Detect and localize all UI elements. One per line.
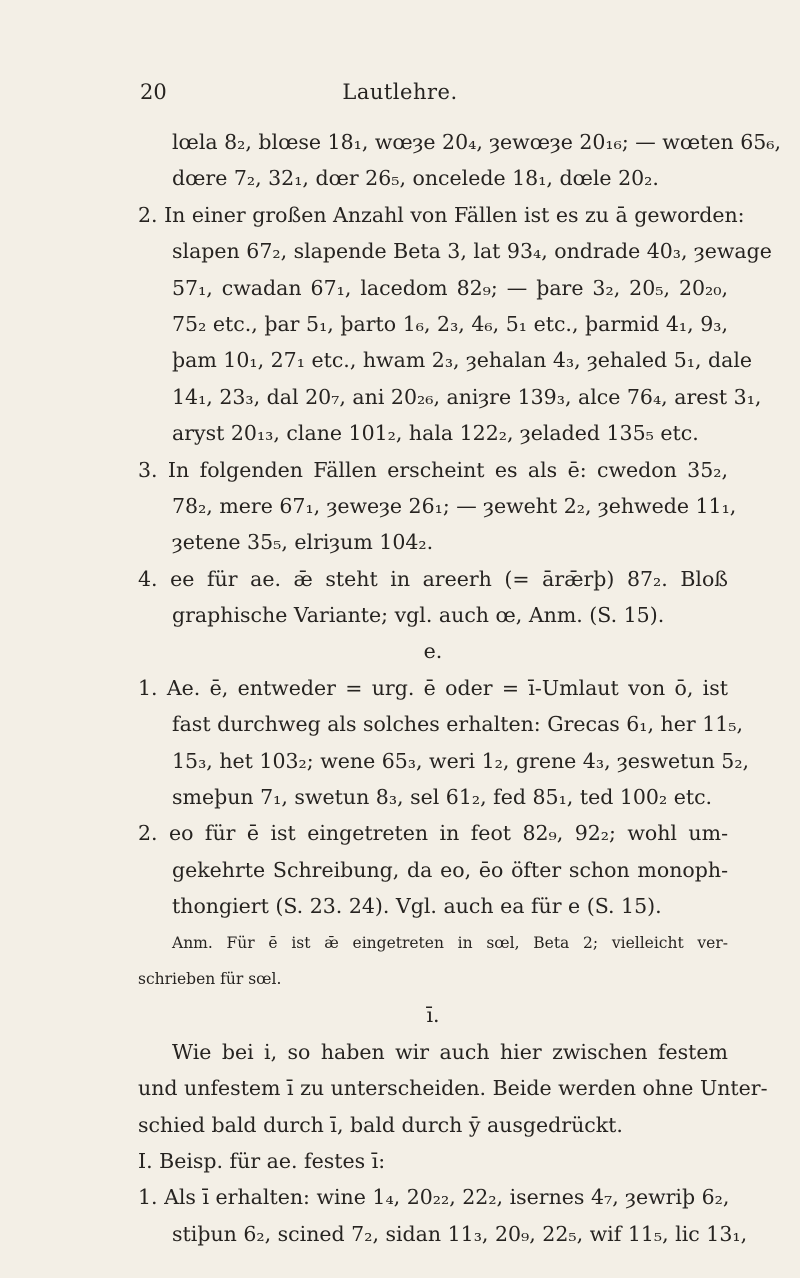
text-line: I. Beisp. für ae. festes ī: bbox=[138, 1148, 386, 1173]
text-line: 78₂, mere 67₁, ȝeweȝe 26₁; — ȝeweht 2₂, ȝehwede 11₁, bbox=[172, 493, 737, 518]
text-line: Wie bei i, so haben wir auch hier zwischen festem bbox=[172, 1039, 728, 1064]
text-line: 57₁, cwadan 67₁, lacedom 82₉; — þare 3₂, 20₅, 20₂₀, bbox=[172, 275, 728, 300]
text-line: gekehrte Schreibung, da eo, ēo öfter schon monoph- bbox=[172, 857, 728, 882]
text-line: fast durchweg als solches erhalten: Grecas 6₁, her 11₅, bbox=[172, 712, 744, 737]
text-line: 14₁, 23₃, dal 20₇, ani 20₂₆, aniȝre 139₃, alce 76₄, arest 3₁, bbox=[172, 384, 762, 409]
text-line: schied bald durch ī, bald durch ȳ ausgedrückt. bbox=[138, 1112, 623, 1137]
text-line: stiþun 6₂, scined 7₂, sidan 11₃, 20₉, 22₅, wif 11₅, lic 13₁, bbox=[172, 1221, 748, 1246]
text-line: dœre 7₂, 32₁, dœr 26₅, oncelede 18₁, dœle 20₂. bbox=[172, 166, 659, 191]
text-line: thongiert (S. 23. 24). Vgl. auch ea für e (S. 15). bbox=[172, 894, 662, 919]
text-line: þam 10₁, 27₁ etc., hwam 2₃, ȝehalan 4₃, ȝehaled 5₁, dale bbox=[172, 348, 753, 373]
text-line: 3. In folgenden Fällen erscheint es als ē: cwedon 35₂, bbox=[138, 457, 728, 482]
text-line: smeþun 7₁, swetun 8₃, sel 61₂, fed 85₁, ted 100₂ etc. bbox=[172, 785, 713, 810]
page-number: 20 bbox=[140, 80, 167, 104]
text-line: 15₃, het 103₂; wene 65₃, weri 1₂, grene 4₃, ȝeswetun 5₂, bbox=[172, 748, 750, 773]
text-line: 2. eo für ē ist eingetreten in feot 82₉, 92₂; wohl um- bbox=[138, 821, 728, 846]
text-line: 75₂ etc., þar 5₁, þarto 1₆, 2₃, 4₆, 5₁ etc., þarmid 4₁, 9₃, bbox=[172, 311, 728, 336]
section-heading: e. bbox=[423, 639, 443, 664]
text-line: aryst 20₁₃, clane 101₂, hala 122₂, ȝeladed 135₅ etc. bbox=[172, 421, 699, 446]
note-line: Anm. Für ē ist ǣ eingetreten in sœl, Beta 2; vielleicht ver- bbox=[172, 933, 728, 952]
page-header bbox=[0, 80, 800, 110]
text-line: 1. Ae. ē, entweder = urg. ē oder = ī-Umlaut von ō, ist bbox=[138, 675, 728, 700]
text-line: lœla 8₂, blœse 18₁, wœȝe 20₄, ȝewœȝe 20₁₆; — wœten 65₆, bbox=[172, 130, 782, 154]
text-line: 2. In einer großen Anzahl von Fällen ist es zu ā geworden: bbox=[138, 202, 745, 227]
section-heading: ī. bbox=[426, 1003, 440, 1028]
note-line: schrieben für sœl. bbox=[138, 969, 282, 988]
text-line: 1. Als ī erhalten: wine 1₄, 20₂₂, 22₂, isernes 4₇, ȝewriþ 6₂, bbox=[138, 1185, 730, 1210]
text-line: slapen 67₂, slapende Beta 3, lat 93₄, ondrade 40₃, ȝewage bbox=[172, 239, 772, 264]
text-line: 4. ee für ae. ǣ steht in areerh (= ārǣrþ) 87₂. Bloß bbox=[138, 566, 728, 591]
text-line: graphische Variante; vgl. auch œ, Anm. (S. 15). bbox=[172, 603, 665, 628]
running-head: Lautlehre. bbox=[342, 80, 458, 104]
text-line: und unfestem ī zu unterscheiden. Beide werden ohne Unter- bbox=[138, 1076, 768, 1101]
body-text bbox=[138, 124, 782, 1252]
text-line: ȝetene 35₅, elriȝum 104₂. bbox=[172, 530, 434, 555]
